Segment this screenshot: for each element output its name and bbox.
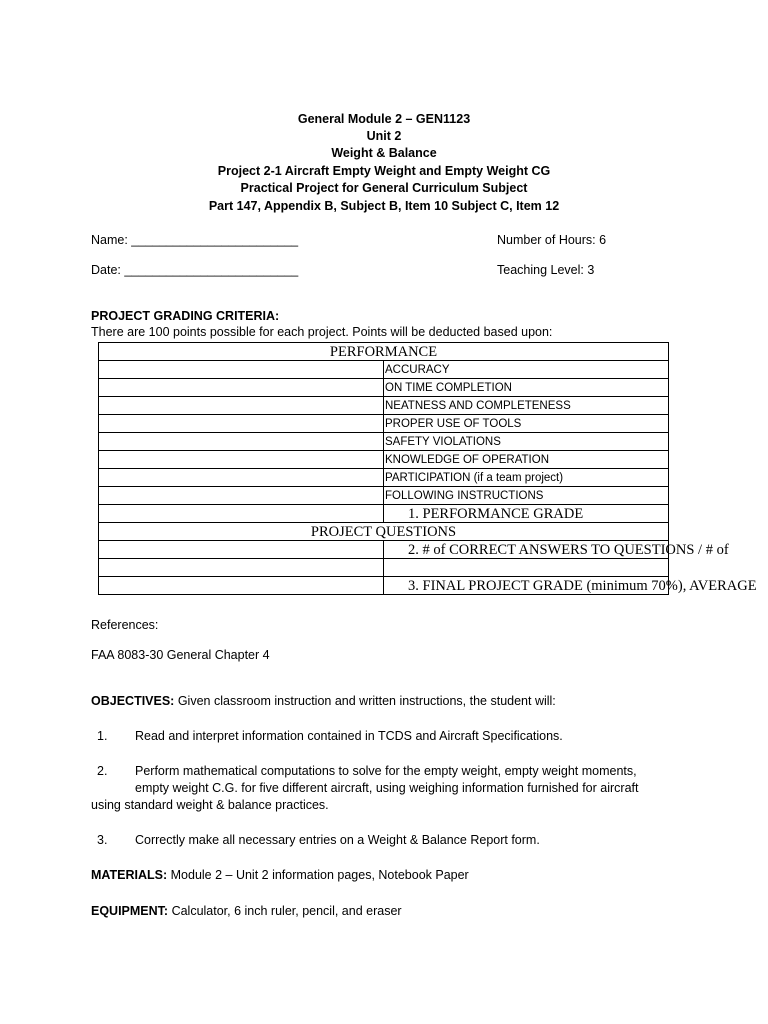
- objective-2-line-1: Perform mathematical computations to solve for the empty weight, empty weight moments,: [135, 764, 637, 778]
- grading-intro: There are 100 points possible for each project. Points will be deducted based upon:: [91, 325, 553, 339]
- table-row: [99, 523, 669, 541]
- header-line-1: General Module 2 – GEN1123: [297, 112, 471, 126]
- table-row: [99, 343, 669, 361]
- name-field: Name: ________________________: [91, 233, 299, 247]
- objective-2-number: 2.: [97, 764, 108, 778]
- date-field: Date: _________________________: [91, 263, 299, 277]
- materials-text: Module 2 – Unit 2 information pages, Notebook Paper: [167, 868, 469, 882]
- equipment-text: Calculator, 6 inch ruler, pencil, and eraser: [168, 904, 402, 918]
- teaching-level-field: Teaching Level: 3: [497, 263, 595, 277]
- grading-title: PROJECT GRADING CRITERIA:: [91, 309, 280, 323]
- objective-1-text: Read and interpret information contained in TCDS and Aircraft Specifications.: [135, 729, 563, 743]
- table-row: [99, 541, 669, 559]
- table-row: [99, 433, 669, 451]
- objective-1-number: 1.: [97, 729, 108, 743]
- materials-line: [91, 868, 469, 882]
- header-line-6: Part 147, Appendix B, Subject B, Item 10 Subject C, Item 12: [208, 199, 560, 213]
- criterion-on-time: ON TIME COMPLETION: [384, 379, 669, 397]
- performance-grade: 1. PERFORMANCE GRADE: [384, 505, 669, 523]
- grading-table: [98, 342, 757, 595]
- criterion-neatness: NEATNESS AND COMPLETENESS: [384, 397, 669, 415]
- header-line-2: Unit 2: [366, 129, 402, 143]
- criterion-knowledge: KNOWLEDGE OF OPERATION: [384, 451, 669, 469]
- table-row: [99, 379, 669, 397]
- table-row: [99, 361, 669, 379]
- objectives-label: OBJECTIVES:: [91, 694, 175, 708]
- table-row: [99, 577, 669, 595]
- equipment-label: EQUIPMENT:: [91, 904, 169, 918]
- objectives-line: [91, 694, 556, 708]
- criterion-instructions: FOLLOWING INSTRUCTIONS: [384, 487, 669, 505]
- criterion-accuracy: ACCURACY: [384, 361, 669, 379]
- table-row: [99, 559, 669, 577]
- objective-3-number: 3.: [97, 833, 108, 847]
- performance-header: PERFORMANCE: [99, 343, 669, 361]
- final-grade-row: 3. FINAL PROJECT GRADE (minimum 70%), AVERAGE: [384, 577, 669, 595]
- header-line-5: Practical Project for General Curriculum Subject: [240, 181, 528, 195]
- table-row: [99, 487, 669, 505]
- objectives-text: Given classroom instruction and written instructions, the student will:: [174, 694, 556, 708]
- header-line-3: Weight & Balance: [331, 146, 437, 160]
- objective-2-line-3: using standard weight & balance practices.: [91, 798, 329, 812]
- references-label: References:: [91, 618, 159, 632]
- reference-item: FAA 8083-30 General Chapter 4: [91, 648, 270, 662]
- criterion-participation: PARTICIPATION (if a team project): [384, 469, 669, 487]
- table-row: [99, 451, 669, 469]
- table-row: [99, 415, 669, 433]
- table-row: [99, 469, 669, 487]
- questions-header: PROJECT QUESTIONS: [99, 523, 669, 541]
- table-row: [99, 505, 669, 523]
- table-row: [99, 397, 669, 415]
- criterion-tools: PROPER USE OF TOOLS: [384, 415, 669, 433]
- header-line-4: Project 2-1 Aircraft Empty Weight and Empty Weight CG: [217, 164, 551, 178]
- objective-3-text: Correctly make all necessary entries on a Weight & Balance Report form.: [135, 833, 540, 847]
- criterion-safety: SAFETY VIOLATIONS: [384, 433, 669, 451]
- questions-row: 2. # of CORRECT ANSWERS TO QUESTIONS / # of: [384, 541, 669, 559]
- objective-2-line-2: empty weight C.G. for five different aircraft, using weighing information furnished for aircraft: [135, 781, 639, 795]
- materials-label: MATERIALS:: [91, 868, 168, 882]
- equipment-line: [91, 904, 402, 918]
- hours-field: Number of Hours: 6: [497, 233, 607, 247]
